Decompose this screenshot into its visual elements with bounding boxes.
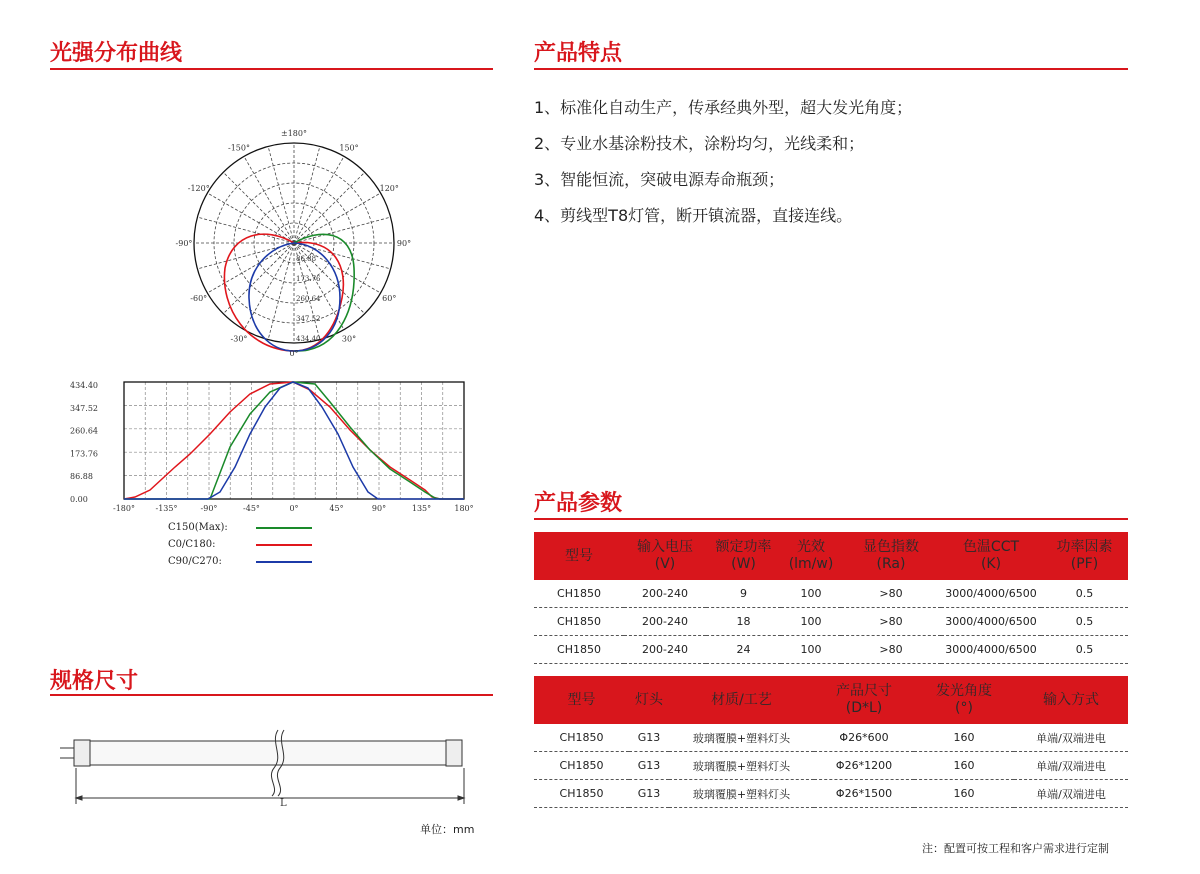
x-tick-label: -180°	[113, 504, 135, 513]
polar-angle-label: -150°	[228, 143, 250, 153]
features-list	[534, 90, 912, 234]
table-header: 色温CCT (K)	[941, 532, 1041, 580]
polar-angle-label: -30°	[230, 334, 248, 344]
table-row: CH1850 G13 玻璃覆膜+塑料灯头 Φ26*600 160 单端/双端进电	[534, 724, 1128, 752]
polar-angle-label: 90°	[396, 239, 412, 248]
polar-radial-label: 347.52	[296, 315, 321, 323]
features-title: 产品特点	[534, 41, 623, 66]
polar-spoke	[244, 156, 294, 243]
title-rule	[50, 694, 493, 696]
polar-angle-label: -90°	[175, 239, 193, 248]
x-tick-label: 0°	[289, 504, 299, 513]
light-distribution-title: 光强分布曲线	[50, 41, 183, 66]
x-tick-label: 45°	[329, 504, 344, 513]
title-rule	[50, 68, 493, 70]
polar-spoke	[294, 217, 391, 243]
y-tick-label: 86.88	[70, 472, 93, 482]
polar-spoke	[268, 146, 294, 243]
polar-angle-label: 150°	[339, 143, 359, 153]
y-tick-label: 0.00	[70, 495, 88, 504]
dimensions-title: 规格尺寸	[50, 669, 139, 694]
table-header: 输入方式	[1014, 676, 1128, 724]
polar-spoke	[268, 243, 294, 340]
tube-dimension-drawing	[52, 722, 492, 814]
title-rule	[534, 68, 1128, 70]
legend-swatch-red	[256, 544, 312, 546]
polar-angle-label: -60°	[190, 294, 208, 303]
x-tick-label: 90°	[371, 504, 387, 513]
unit-note: 单位：mm	[420, 823, 475, 836]
polar-distribution-chart	[170, 118, 420, 368]
polar-spoke	[294, 193, 381, 243]
legend-swatch-blue	[256, 561, 312, 563]
table-row: CH1850 G13 玻璃覆膜+塑料灯头 Φ26*1200 160 单端/双端进电	[534, 752, 1128, 780]
polar-radial-label: 434.40	[296, 335, 321, 343]
legend-item: C150(Max):	[168, 522, 318, 539]
chart-legend	[168, 522, 318, 573]
polar-angle-label: 120°	[379, 184, 399, 193]
x-tick-label: -90°	[200, 504, 218, 513]
table-row: CH1850 200-240 9 100 >80 3000/4000/6500 0.5	[534, 580, 1128, 608]
feature-item: 3、智能恒流，突破电源寿命瓶颈；	[534, 170, 785, 189]
linear-distribution-chart	[60, 372, 490, 522]
table-header: 型号	[534, 532, 624, 580]
table-header: 额定功率 (W)	[706, 532, 781, 580]
y-tick-label: 173.76	[70, 449, 98, 459]
table-row: CH1850 G13 玻璃覆膜+塑料灯头 Φ26*1500 160 单端/双端进电	[534, 780, 1128, 808]
polar-spoke	[223, 172, 294, 243]
polar-radial-label: 173.76	[296, 275, 321, 283]
x-tick-label: -45°	[243, 504, 260, 513]
table-header: 灯头	[629, 676, 669, 724]
feature-item: 4、剪线型T8灯管，断开镇流器，直接连线。	[534, 206, 853, 225]
table-header: 输入电压 (V)	[624, 532, 706, 580]
table-header: 产品尺寸 (D*L)	[814, 676, 914, 724]
polar-angle-label: 30°	[341, 334, 357, 344]
table-header: 光效 (lm/w)	[781, 532, 841, 580]
legend-swatch-green	[256, 527, 312, 529]
table-header: 型号	[534, 676, 629, 724]
x-tick-label: 135°	[411, 504, 432, 513]
polar-angle-label: 0°	[289, 349, 299, 358]
table-row: CH1850 200-240 24 100 >80 3000/4000/6500 0.5	[534, 636, 1128, 664]
x-tick-label: -135°	[155, 504, 178, 513]
table-header: 材质/工艺	[669, 676, 814, 724]
y-tick-label: 347.52	[70, 403, 98, 413]
polar-angle-label: -120°	[187, 184, 210, 193]
footer-note: 注：配置可按工程和客户需求进行定制	[922, 842, 1109, 855]
polar-spoke	[207, 243, 294, 293]
legend-item: C0/C180:	[168, 539, 318, 556]
legend-item: C90/C270:	[168, 556, 318, 573]
params-table-2	[534, 676, 1128, 808]
polar-spoke	[294, 172, 365, 243]
table-header: 功率因素 (PF)	[1041, 532, 1128, 580]
x-tick-label: 180°	[454, 504, 474, 513]
table-header: 显色指数 (Ra)	[841, 532, 941, 580]
params-table-1	[534, 532, 1128, 664]
length-label: L	[280, 798, 287, 809]
table-row: CH1850 200-240 18 100 >80 3000/4000/6500 0.5	[534, 608, 1128, 636]
polar-angle-label: 60°	[382, 294, 397, 303]
feature-item: 2、专业水基涂粉技术，涂粉均匀，光线柔和；	[534, 134, 865, 153]
title-rule	[534, 518, 1128, 520]
polar-angle-label: ±180°	[281, 129, 307, 138]
polar-spoke	[223, 243, 294, 314]
polar-radial-label: 86.88	[296, 255, 317, 263]
polar-spoke	[197, 217, 294, 243]
polar-spoke	[294, 146, 320, 243]
params-title: 产品参数	[534, 491, 623, 516]
y-tick-label: 260.64	[70, 426, 98, 436]
polar-spoke	[294, 243, 381, 293]
polar-radial-label: 260.64	[296, 295, 321, 303]
polar-spoke	[294, 156, 344, 243]
table-header: 发光角度 (°)	[914, 676, 1014, 724]
feature-item: 1、标准化自动生产，传承经典外型，超大发光角度；	[534, 98, 913, 117]
y-tick-label: 434.40	[70, 381, 98, 390]
